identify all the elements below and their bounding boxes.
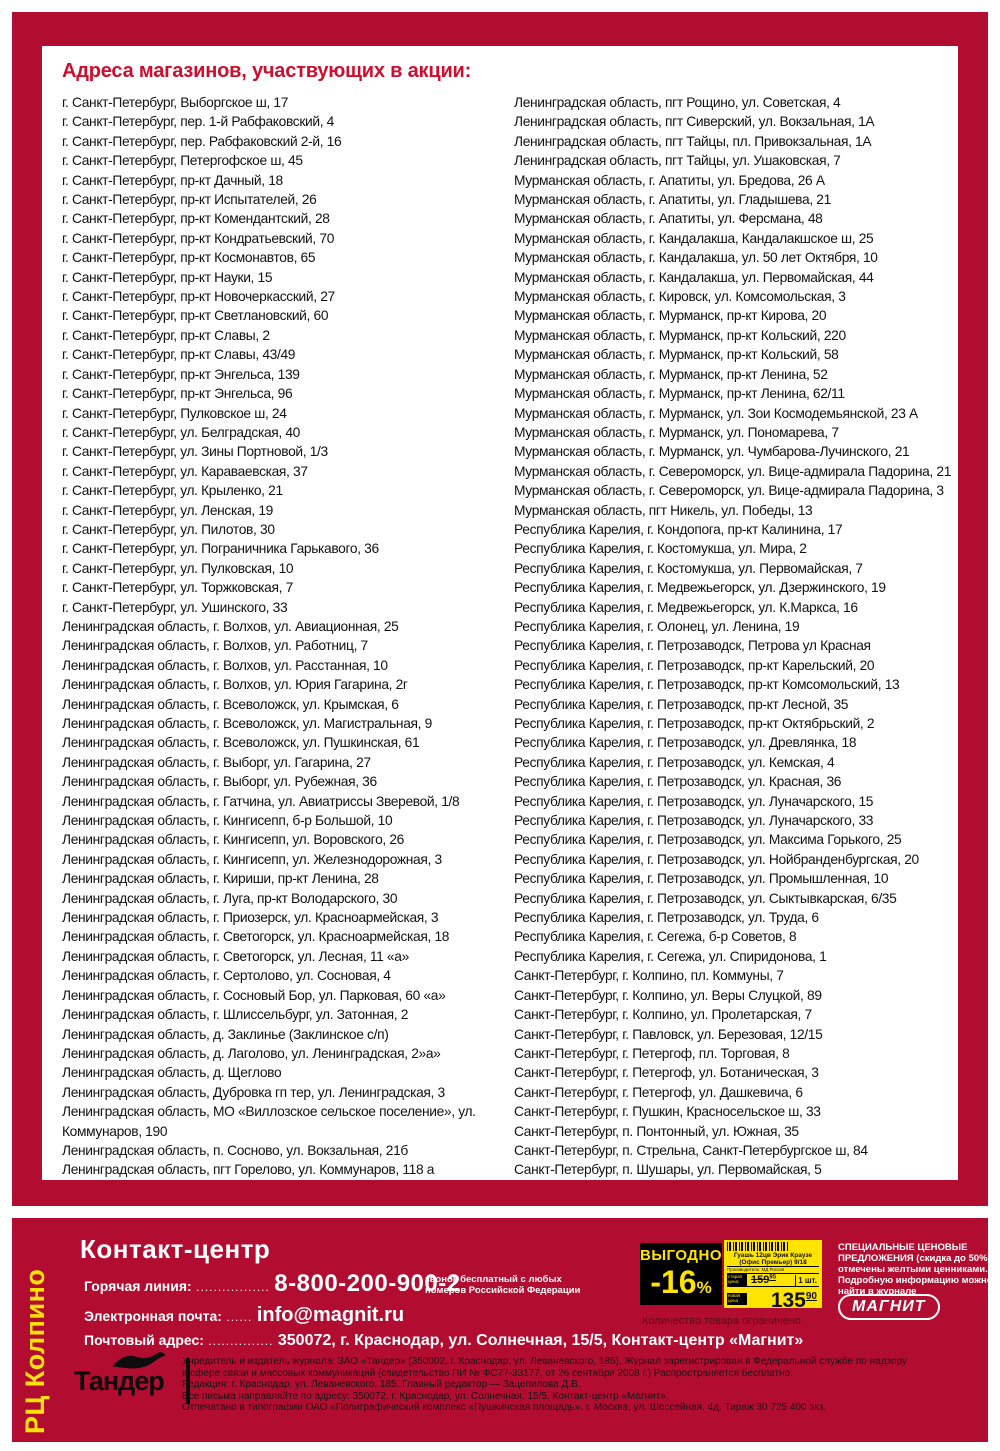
address-line: г. Санкт-Петербург, ул. Пилотов, 30 xyxy=(62,521,275,537)
address-line: Мурманская область, г. Мурманск, пр-кт Ленина, 62/11 xyxy=(514,386,845,402)
address-line: Мурманская область, г. Кандалакша, ул. 50 лет Октября, 10 xyxy=(514,250,878,266)
address-line: Республика Карелия, г. Петрозаводск, пр-кт Лесной, 35 xyxy=(514,696,849,712)
address-line: Санкт-Петербург, г. Колпино, пл. Коммуны, 7 xyxy=(514,968,784,984)
address-line: Ленинградская область, г. Кириши, пр-кт Ленина, 28 xyxy=(62,871,379,887)
special-offers-text: СПЕЦИАЛЬНЫЕ ЦЕНОВЫЕ ПРЕДЛОЖЕНИЯ (скидка до 50%) отмечены желтыми ценниками. Подробную информацию можно найти в журнале xyxy=(838,1242,993,1297)
address-line: Республика Карелия, г. Медвежьегорск, ул. Дзержинского, 19 xyxy=(514,580,886,596)
price-tag-producer: Производитель: МД Россия xyxy=(727,1266,819,1273)
address-line: Мурманская область, г. Апатиты, ул. Бредова, 26 А xyxy=(514,172,825,188)
address-line: Мурманская область, пгт Никель, ул. Победы, 13 xyxy=(514,502,813,518)
postal-address: 350072, г. Краснодар, ул. Солнечная, 15/5, Контакт-центр «Магнит» xyxy=(277,1332,804,1349)
email-label: Электронная почта: xyxy=(84,1308,222,1324)
email-address: info@magnit.ru xyxy=(256,1304,405,1326)
address-line: г. Санкт-Петербург, пр-кт Испытателей, 26 xyxy=(62,192,317,208)
address-line: Мурманская область, г. Североморск, ул. Вице-адмирала Падорина, 3 xyxy=(514,483,944,499)
email-row xyxy=(84,1304,404,1327)
address-line: Ленинградская область, МО «Виллозское сельское поселение», ул. Коммунаров, 190 xyxy=(62,1104,476,1139)
imprint-fine-print xyxy=(182,1356,982,1414)
address-line: Республика Карелия, г. Петрозаводск, пр-кт Октябрьский, 2 xyxy=(514,716,875,731)
percent-sign: % xyxy=(696,1278,712,1297)
address-line: Ленинградская область, Дубровка гп тер, ул. Ленинградская, 3 xyxy=(62,1084,445,1100)
address-line: Республика Карелия, г. Петрозаводск, ул. Луначарского, 33 xyxy=(514,813,874,829)
address-line: Мурманская область, г. Мурманск, пр-кт Кольский, 58 xyxy=(514,347,839,363)
address-line: Санкт-Петербург, п. Стрельна, Санкт-Петербургское ш, 84 xyxy=(514,1142,868,1158)
address-line: г. Санкт-Петербург, ул. Торжковская, 7 xyxy=(62,580,293,596)
quantity-unit: 1 шт. xyxy=(795,1275,819,1286)
address-line: г. Санкт-Петербург, пр-кт Энгельса, 139 xyxy=(62,366,300,382)
address-line: Санкт-Петербург, г. Пушкин, Красносельское ш, 33 xyxy=(514,1104,821,1120)
address-line: Ленинградская область, пгт Рощино, ул. Советская, 4 xyxy=(514,95,841,110)
address-line: Республика Карелия, г. Петрозаводск, пр-кт Комсомольский, 13 xyxy=(514,677,900,693)
address-line: Санкт-Петербург, г. Колпино, ул. Веры Слуцкой, 89 xyxy=(514,987,822,1003)
address-line: Санкт-Петербург, г. Петергоф, ул. Ботаническая, 3 xyxy=(514,1065,819,1081)
address-line: г. Санкт-Петербург, Пулковское ш, 24 xyxy=(62,405,287,421)
address-line: Ленинградская область, г. Волхов, ул. Расстанная, 10 xyxy=(62,657,388,673)
old-price-value: $159^{95}$ xyxy=(751,1274,777,1286)
fine-print-line: в сфере связи и массовых коммуникаций (свидетельство ПИ № ФС77-33177, от 26 сентября 2008 г.) Распространяется бесплатно. xyxy=(182,1367,793,1379)
address-line: г. Санкт-Петербург, ул. Белградская, 40 xyxy=(62,424,301,440)
address-line: Ленинградская область, г. Волхов, ул. Юрия Гагарина, 2г xyxy=(62,677,408,693)
postal-leader-dots: ............... xyxy=(208,1334,274,1348)
address-line: Республика Карелия, г. Петрозаводск, ул. Максима Горького, 25 xyxy=(514,832,902,848)
address-line: Ленинградская область, пгт Сиверский, ул. Вокзальная, 1А xyxy=(514,114,875,130)
price-tag-product: Гуашь 12цв Эрик Краузе (Офис Премьер) 9/18 xyxy=(733,1252,813,1266)
address-line: Ленинградская область, д. Щеглово xyxy=(62,1065,282,1081)
address-line: г. Санкт-Петербург, пр-кт Славы, 2 xyxy=(62,327,270,343)
address-line: Санкт-Петербург, п. Понтонный, ул. Южная, 35 xyxy=(514,1123,799,1139)
hotline-leader-dots: ................. xyxy=(196,1280,270,1294)
address-line: Ленинградская область, г. Приозерск, ул. Красноармейская, 3 xyxy=(62,910,439,926)
address-line: Ленинградская область, г. Всеволожск, ул. Крымская, 6 xyxy=(62,696,399,712)
address-line: Республика Карелия, г. Петрозаводск, ул. Труда, 6 xyxy=(514,910,819,926)
address-line: г. Санкт-Петербург, пр-кт Светлановский, 60 xyxy=(62,308,329,324)
address-line: г. Санкт-Петербург, пр-кт Энгельса, 96 xyxy=(62,386,293,402)
address-line: г. Санкт-Петербург, пр-кт Комендантский, 28 xyxy=(62,211,330,227)
hotline-note: звонок бесплатный с любых номеров Российской Федерации xyxy=(425,1274,581,1296)
new-price-row xyxy=(727,1286,819,1311)
address-line: Мурманская область, г. Кандалакша, Кандалакшское ш, 25 xyxy=(514,230,874,246)
address-line: г. Санкт-Петербург, ул. Пограничника Гарькавого, 36 xyxy=(62,541,379,557)
address-line: Мурманская область, г. Мурманск, ул. Чумбарова-Лучинского, 21 xyxy=(514,444,910,460)
address-line: Ленинградская область, г. Гатчина, ул. Авиатриссы Зверевой, 1/8 xyxy=(62,793,460,809)
tander-logo xyxy=(74,1350,192,1414)
address-line: Республика Карелия, г. Олонец, ул. Ленина, 19 xyxy=(514,618,800,634)
fine-print-line: Учредитель и издатель журнала: ЗАО «Тандер» (350002, г. Краснодар, ул. Леваневского, 185). Журнал зарегистрирован в Федеральной службе по надзору xyxy=(182,1356,908,1367)
address-line: Санкт-Петербург, г. Петергоф, ул. Дашкевича, 6 xyxy=(514,1084,803,1100)
address-line: г. Санкт-Петербург, пр-кт Кондратьевский, 70 xyxy=(62,230,335,246)
address-line: Ленинградская область, г. Выборг, ул. Рубежная, 36 xyxy=(62,774,377,790)
address-line: Мурманская область, г. Мурманск, пр-кт Кирова, 20 xyxy=(514,308,827,324)
fine-print-line: Редакция: г. Краснодар, ул. Леваневского, 185. Главный редактор — Зацепилова Д.В. xyxy=(182,1379,581,1391)
page-title: Адреса магазинов, участвующих в акции: xyxy=(62,60,472,82)
postal-row xyxy=(84,1332,803,1350)
address-line: Мурманская область, г. Североморск, ул. Вице-адмирала Падорина, 21 xyxy=(514,463,952,479)
address-line: Республика Карелия, г. Кондопога, пр-кт Калинина, 17 xyxy=(514,521,843,537)
address-line: Мурманская область, г. Мурманск, ул. Пономарева, 7 xyxy=(514,424,839,440)
address-line: Республика Карелия, г. Петрозаводск, ул. Красная, 36 xyxy=(514,774,842,790)
address-line: Республика Карелия, г. Петрозаводск, ул. Древлянка, 18 xyxy=(514,735,857,751)
address-line: Республика Карелия, г. Костомукша, ул. Мира, 2 xyxy=(514,541,807,557)
address-line: Мурманская область, г. Мурманск, пр-кт Ленина, 52 xyxy=(514,366,828,382)
address-line: г. Санкт-Петербург, пер. Рабфаковский 2-й, 16 xyxy=(62,133,342,149)
address-line: г. Санкт-Петербург, ул. Ушинского, 33 xyxy=(62,599,288,615)
address-line: Ленинградская область, г. Волхов, ул. Авиационная, 25 xyxy=(62,618,399,634)
address-line: г. Санкт-Петербург, ул. Пулковская, 10 xyxy=(62,560,294,576)
address-line: Ленинградская область, г. Светогорск, ул. Красноармейская, 18 xyxy=(62,929,450,945)
address-line: Республика Карелия, г. Сегежа, ул. Спиридонова, 1 xyxy=(514,948,827,964)
address-line: Ленинградская область, г. Шлиссельбург, ул. Затонная, 2 xyxy=(62,1007,409,1023)
address-line: г. Санкт-Петербург, ул. Караваевская, 37 xyxy=(62,463,308,479)
address-line: Ленинградская область, д. Лаголово, ул. Ленинградская, 2»а» xyxy=(62,1045,441,1061)
address-line: г. Санкт-Петербург, пр-кт Космонавтов, 65 xyxy=(62,250,316,266)
limited-quantity-note: Количество товара ограничено xyxy=(642,1315,801,1327)
discount-badge-title: ВЫГОДНО xyxy=(640,1247,722,1264)
address-line: Ленинградская область, д. Заклинье (Заклинское с/п) xyxy=(62,1026,389,1042)
discount-value: -16% xyxy=(650,1264,712,1300)
old-price-label: старая цена: xyxy=(727,1274,747,1286)
address-line: г. Санкт-Петербург, пр-кт Науки, 15 xyxy=(62,269,273,285)
address-column-left xyxy=(62,93,506,1180)
address-line: Республика Карелия, г. Петрозаводск, пр-кт Карельский, 20 xyxy=(514,657,875,673)
address-line: Ленинградская область, пгт Горелово, ул. Коммунаров, 118 а xyxy=(62,1162,435,1178)
contact-band xyxy=(12,1218,993,1442)
address-line: г. Санкт-Петербург, пер. 1-й Рабфаковский, 4 xyxy=(62,114,335,130)
magnit-logo: МАГНИТ xyxy=(838,1294,940,1320)
address-line: Ленинградская область, г. Волхов, ул. Работниц, 7 xyxy=(62,638,368,654)
address-line: Ленинградская область, пгт Тайцы, ул. Ушаковская, 7 xyxy=(514,153,841,169)
fine-print-line: Отпечатано в типографии ОАО «Полиграфический комплекс «Пушкинская площадь», г. Москва, ул. Шоссейная, 4д. Тираж 30 725 400 экз. xyxy=(182,1402,827,1414)
fine-print-line: Все письма направляйте по адресу: 350072, г. Краснодар, ул. Солнечная, 15/5. Контакт-центр «Магнит». xyxy=(182,1390,669,1402)
address-line: Ленинградская область, г. Луга, пр-кт Володарского, 30 xyxy=(62,890,398,906)
address-line: Ленинградская область, п. Сосново, ул. Вокзальная, 21б xyxy=(62,1142,408,1158)
address-panel-frame xyxy=(12,12,988,1206)
address-line: Санкт-Петербург, г. Павловск, ул. Березовая, 12/15 xyxy=(514,1026,823,1042)
address-line: Республика Карелия, г. Костомукша, ул. Первомайская, 7 xyxy=(514,560,863,576)
address-line: Мурманская область, г. Кандалакша, ул. Первомайская, 44 xyxy=(514,269,874,285)
hotline-label: Горячая линия: xyxy=(84,1278,192,1294)
address-line: Республика Карелия, г. Петрозаводск, ул. Сыктывкарская, 6/35 xyxy=(514,890,897,906)
address-line: Мурманская область, г. Апатиты, ул. Гладышева, 21 xyxy=(514,192,831,208)
address-column-right xyxy=(514,93,958,1180)
old-price-row xyxy=(727,1273,819,1286)
address-line: Санкт-Петербург, г. Колпино, ул. Пролетарская, 7 xyxy=(514,1007,812,1023)
address-line: Мурманская область, г. Мурманск, ул. Зои Космодемьянской, 23 А xyxy=(514,405,918,421)
tander-wordmark: Тандер xyxy=(74,1366,164,1396)
address-line: Республика Карелия, г. Петрозаводск, ул. Луначарского, 15 xyxy=(514,793,874,809)
address-line: г. Санкт-Петербург, пр-кт Дачный, 18 xyxy=(62,172,283,188)
price-tag xyxy=(724,1240,822,1312)
contact-center-heading: Контакт-центр xyxy=(80,1234,271,1264)
address-line: Мурманская область, г. Апатиты, ул. Ферсмана, 48 xyxy=(514,211,823,227)
address-line: Республика Карелия, г. Сегежа, б-р Советов, 8 xyxy=(514,929,797,945)
address-line: Мурманская область, г. Кировск, ул. Комсомольская, 3 xyxy=(514,289,846,305)
address-line: Ленинградская область, пгт Тайцы, пл. Привокзальная, 1А xyxy=(514,133,872,149)
address-line: Ленинградская область, г. Сосновый Бор, ул. Парковая, 60 «а» xyxy=(62,987,446,1003)
new-price-label: новая цена xyxy=(727,1293,747,1305)
address-line: г. Санкт-Петербург, Петергофское ш, 45 xyxy=(62,153,303,169)
address-line: Санкт-Петербург, п. Шушары, ул. Первомайская, 5 xyxy=(514,1162,822,1178)
hotline-phone-number: 8-800-200-900-2 xyxy=(274,1270,461,1297)
address-line: Республика Карелия, г. Петрозаводск, ул. Промышленная, 10 xyxy=(514,871,889,887)
address-line: Ленинградская область, г. Кингисепп, б-р Большой, 10 xyxy=(62,813,393,829)
address-line: г. Санкт-Петербург, ул. Крыленко, 21 xyxy=(62,483,283,499)
new-price-value: $135^{90}$ xyxy=(770,1289,817,1312)
address-line: г. Санкт-Петербург, пр-кт Славы, 43/49 xyxy=(62,347,296,363)
email-leader-dots: ...... xyxy=(226,1310,253,1324)
address-line: г. Санкт-Петербург, ул. Ленская, 19 xyxy=(62,502,274,518)
postal-label: Почтовый адрес: xyxy=(84,1332,204,1348)
address-line: г. Санкт-Петербург, ул. Зины Портновой, 1/3 xyxy=(62,444,328,460)
address-line: г. Санкт-Петербург, Выборгское ш, 17 xyxy=(62,95,289,110)
address-line: Ленинградская область, г. Всеволожск, ул. Пушкинская, 61 xyxy=(62,735,420,751)
address-line: Республика Карелия, г. Петрозаводск, ул. Нойбранденбургская, 20 xyxy=(514,851,919,867)
discount-badge xyxy=(640,1243,722,1305)
hotline-row xyxy=(84,1270,461,1298)
barcode-icon xyxy=(727,1242,789,1251)
address-line: Ленинградская область, г. Кингисепп, ул. Железнодорожная, 3 xyxy=(62,851,442,867)
address-line: г. Санкт-Петербург, пр-кт Новочеркасский, 27 xyxy=(62,289,335,305)
address-line: Республика Карелия, г. Медвежьегорск, ул. К.Маркса, 16 xyxy=(514,599,858,615)
address-line: Республика Карелия, г. Петрозаводск, Петрова ул Красная xyxy=(514,638,871,654)
address-line: Ленинградская область, г. Всеволожск, ул. Магистральная, 9 xyxy=(62,716,432,731)
address-line: Ленинградская область, г. Кингисепп, ул. Воровского, 26 xyxy=(62,832,405,848)
address-line: Республика Карелия, г. Петрозаводск, ул. Кемская, 4 xyxy=(514,754,835,770)
address-columns xyxy=(62,93,958,1180)
address-line: Ленинградская область, г. Светогорск, ул. Лесная, 11 «а» xyxy=(62,948,409,964)
address-line: Ленинградская область, г. Выборг, ул. Гагарина, 27 xyxy=(62,754,371,770)
distribution-center-label: РЦ Колпино xyxy=(20,1268,50,1434)
address-line: Ленинградская область, г. Сертолово, ул. Сосновая, 4 xyxy=(62,968,391,984)
address-panel xyxy=(42,46,958,1180)
address-line: Мурманская область, г. Мурманск, пр-кт Кольский, 220 xyxy=(514,327,846,343)
address-line: Санкт-Петербург, г. Петергоф, пл. Торговая, 8 xyxy=(514,1045,790,1061)
